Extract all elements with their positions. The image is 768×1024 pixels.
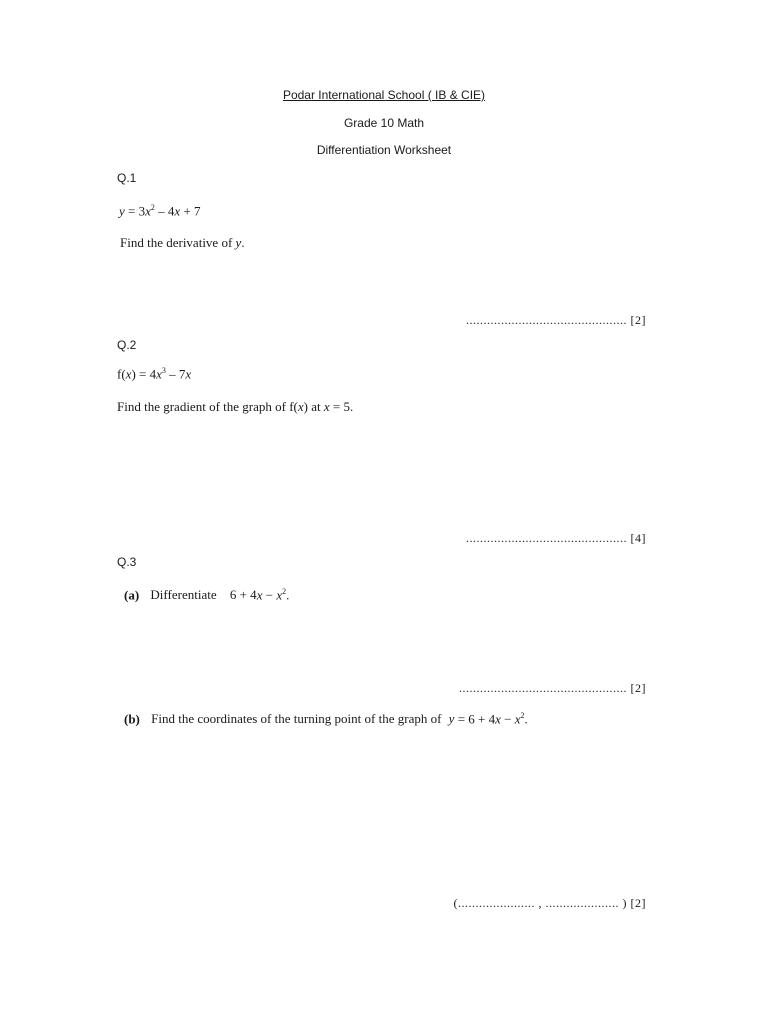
q2-question: Find the gradient of the graph of f(x) at x = 5.: [117, 399, 354, 414]
q2-equation: $f(x) = 4x^3 - 7x$: [117, 366, 192, 382]
school-name: Podar International School ( IB & CIE): [282, 88, 486, 102]
q3-label: Q.3: [117, 555, 137, 569]
q3b-answer-line: (...................... , ..................... ) [2]: [453, 896, 646, 910]
q1-equation: $y = 3x^2 - 4x + 7$: [119, 203, 201, 219]
q2-answer-line: .............................................. [4]: [466, 531, 646, 545]
q2-label: Q.2: [117, 338, 137, 352]
grade-label: Grade 10 Math: [343, 116, 425, 130]
q3a-question: (a) Differentiate $6 + 4x - x^2$.: [124, 587, 290, 603]
q1-label: Q.1: [117, 171, 137, 185]
q1-answer-line: .............................................. [2]: [466, 313, 646, 327]
q3a-answer-line: ................................................ [2]: [459, 681, 646, 695]
q1-question: Find the derivative of y.: [120, 235, 245, 250]
q3b-question: (b) Find the coordinates of the turning point of the graph of $y = 6 + 4x - x^2$.: [124, 711, 528, 727]
worksheet-title: Differentiation Worksheet: [316, 143, 452, 157]
